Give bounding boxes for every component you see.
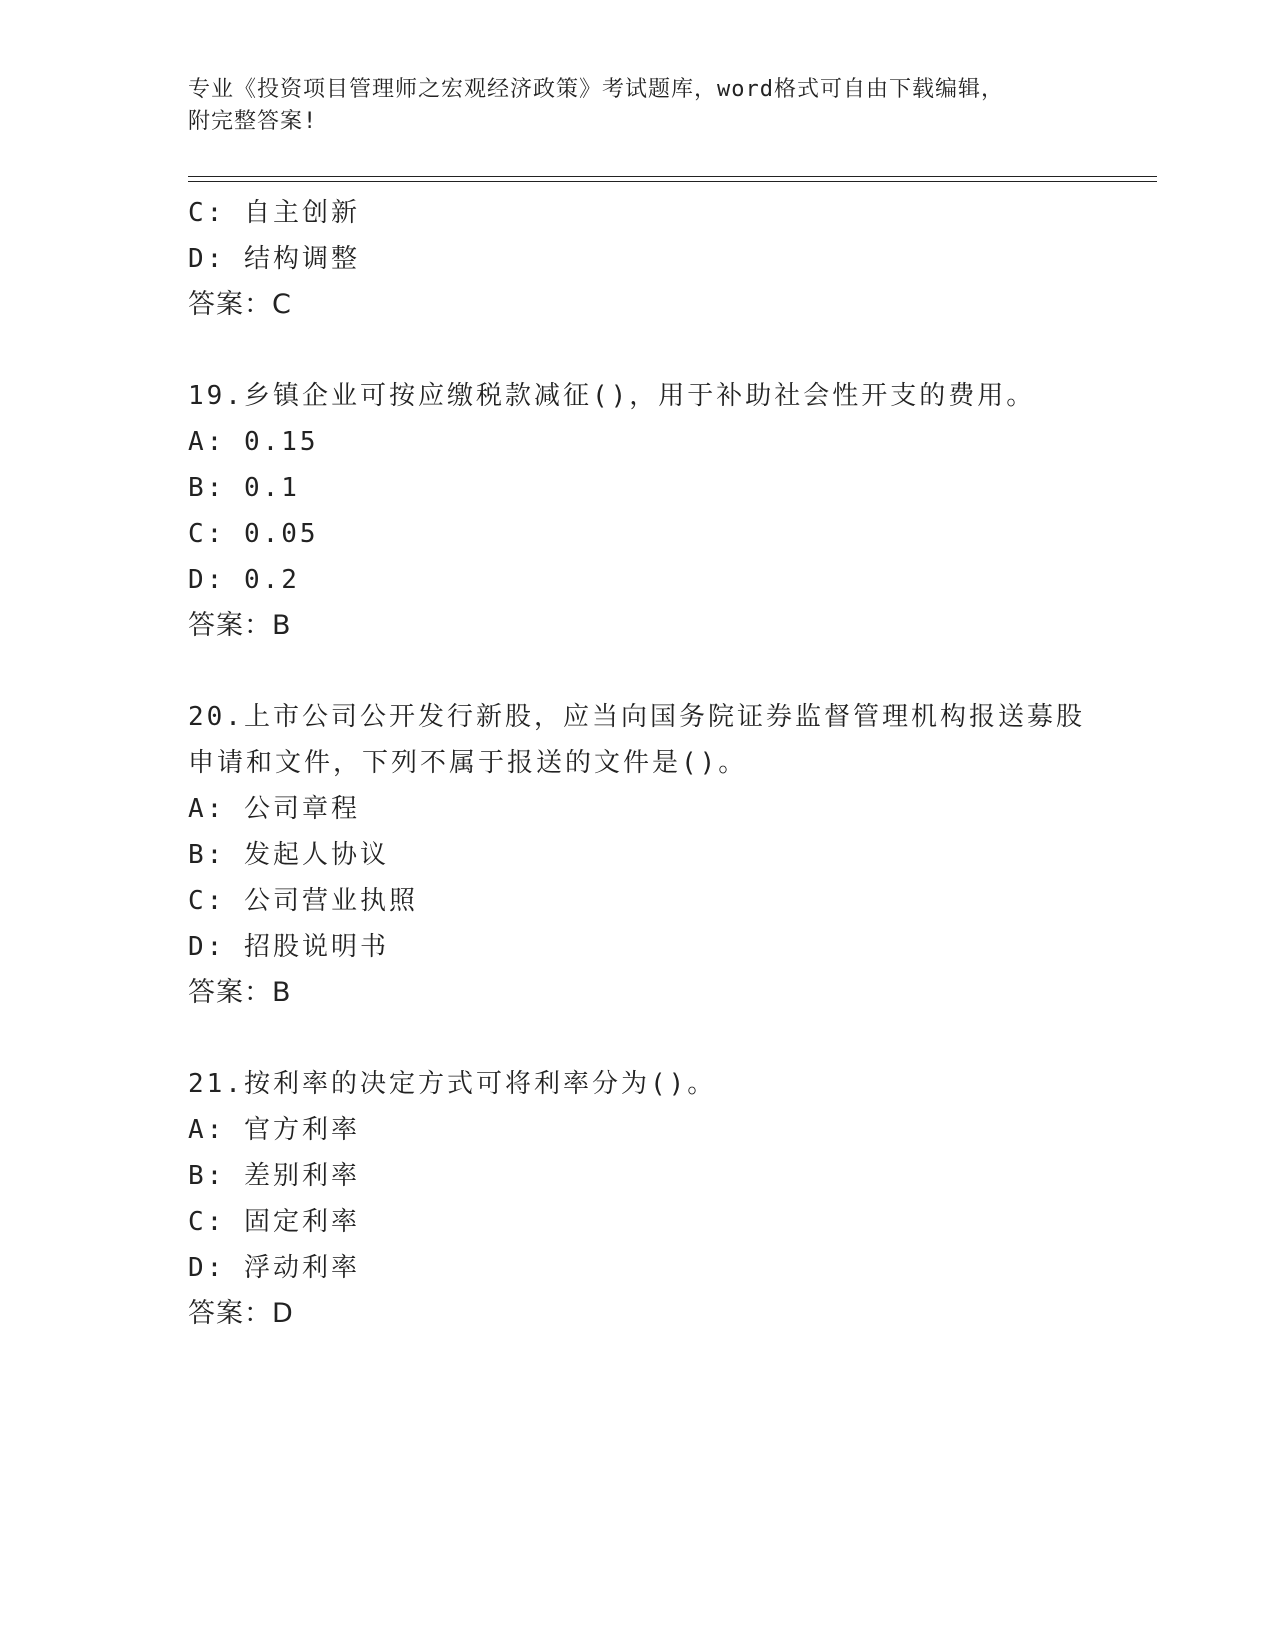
option-text: 自主创新 — [243, 198, 360, 228]
option-text: 结构调整 — [243, 244, 360, 274]
option-letter: A: — [188, 1115, 226, 1145]
option-text: 浮动利率 — [243, 1253, 360, 1283]
option-letter: A: — [188, 427, 226, 457]
question-list — [188, 190, 1148, 1337]
option-d — [188, 924, 1148, 970]
question-stem: 21.按利率的决定方式可将利率分为()。 — [188, 1069, 717, 1099]
option-b — [188, 465, 1148, 511]
option-letter: A: — [188, 794, 226, 824]
answer-line: 答案：C — [188, 289, 292, 320]
question-stem-line-2: 申请和文件，下列不属于报送的文件是()。 — [188, 748, 748, 778]
option-letter: B: — [188, 473, 226, 503]
document-header — [188, 74, 1088, 138]
option-a — [188, 786, 1148, 832]
option-c — [188, 190, 1148, 236]
option-letter: B: — [188, 840, 226, 870]
question-20 — [188, 694, 1148, 1016]
header-line-1: 专业《投资项目管理师之宏观经济政策》考试题库，word格式可自由下载编辑， — [188, 77, 1004, 102]
option-d — [188, 236, 1148, 282]
option-letter: D: — [188, 565, 226, 595]
option-text: 0.2 — [243, 565, 300, 595]
option-text: 固定利率 — [243, 1207, 360, 1237]
question-stem: 19.乡镇企业可按应缴税款减征()，用于补助社会性开支的费用。 — [188, 381, 1036, 411]
option-letter: C: — [188, 519, 226, 549]
option-text: 官方利率 — [243, 1115, 360, 1145]
question-21 — [188, 1061, 1148, 1337]
option-text: 招股说明书 — [243, 932, 389, 962]
option-letter: C: — [188, 886, 226, 916]
option-letter: C: — [188, 1207, 226, 1237]
option-letter: C: — [188, 198, 226, 228]
answer-line: 答案：B — [188, 610, 292, 641]
option-b — [188, 1153, 1148, 1199]
option-text: 0.05 — [243, 519, 319, 549]
option-letter: D: — [188, 932, 226, 962]
header-line-2: 附完整答案! — [188, 109, 318, 134]
question-stem-line-1: 20.上市公司公开发行新股，应当向国务院证券监督管理机构报送募股 — [188, 702, 1085, 732]
option-text: 公司营业执照 — [243, 886, 418, 916]
option-text: 公司章程 — [243, 794, 360, 824]
option-b — [188, 832, 1148, 878]
header-divider-bottom — [188, 181, 1157, 182]
option-d — [188, 1245, 1148, 1291]
option-letter: D: — [188, 1253, 226, 1283]
option-c — [188, 878, 1148, 924]
option-letter: D: — [188, 244, 226, 274]
question-19 — [188, 373, 1148, 649]
option-c — [188, 511, 1148, 557]
option-a — [188, 419, 1148, 465]
header-divider-top — [188, 176, 1157, 177]
prev-question-block — [188, 190, 1148, 328]
option-c — [188, 1199, 1148, 1245]
option-letter: B: — [188, 1161, 226, 1191]
option-a — [188, 1107, 1148, 1153]
option-text: 差别利率 — [243, 1161, 360, 1191]
answer-line: 答案：B — [188, 977, 292, 1008]
option-text: 发起人协议 — [243, 840, 389, 870]
option-text: 0.1 — [243, 473, 300, 503]
option-text: 0.15 — [243, 427, 319, 457]
option-d — [188, 557, 1148, 603]
answer-line: 答案：D — [188, 1298, 294, 1329]
